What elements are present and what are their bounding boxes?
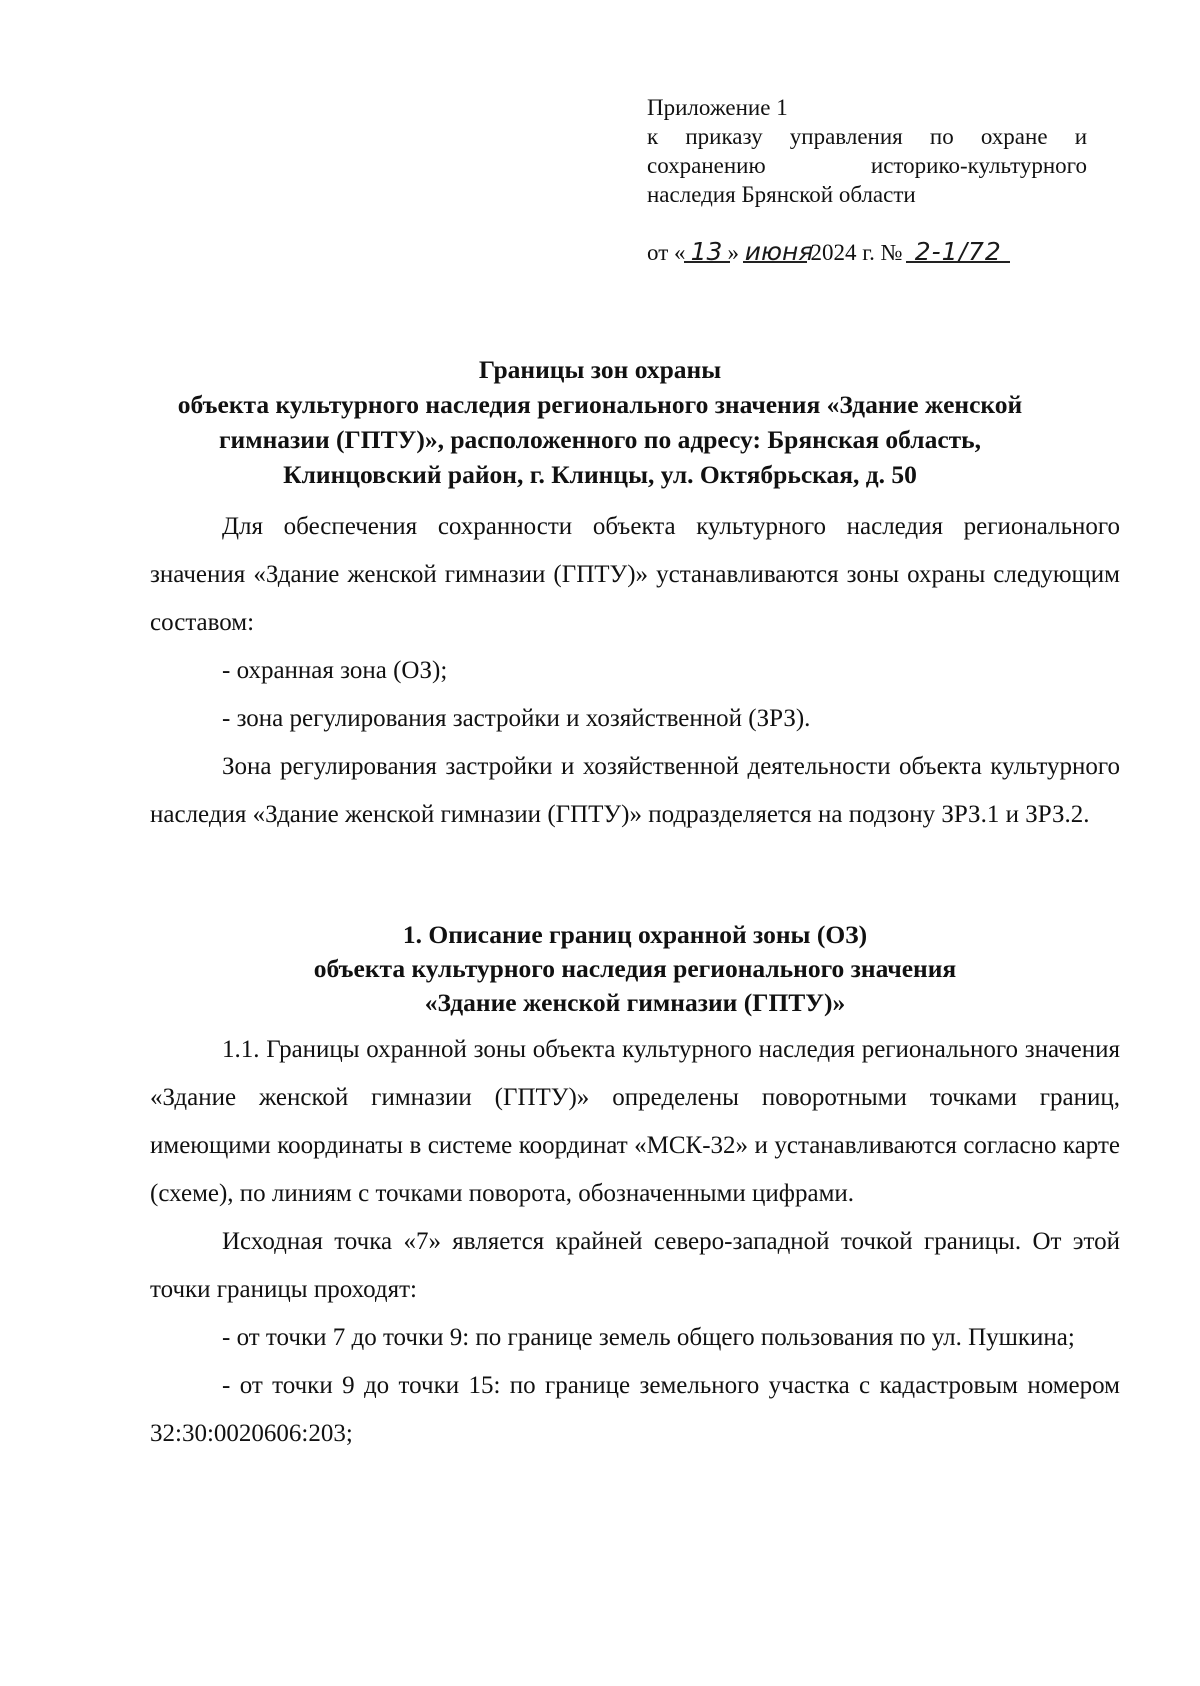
section-1-paragraph-1: 1.1. Границы охранной зоны объекта культурного наследия регионального значения «Здание женской гимназии (ГПТУ)» определены поворотными точками границ, имеющими координаты в системе координат «МСК-32» и устанавливаются согласно карте (схеме), по линиям с точками поворота, обозначенными цифрами. xyxy=(150,1036,1120,1207)
appendix-block xyxy=(647,93,1087,209)
appendix-line-4: наследия Брянской области xyxy=(647,182,916,207)
zone-list-item-1: - охранная зона (ОЗ); xyxy=(222,657,448,684)
intro-paragraph-1: Для обеспечения сохранности объекта культурного наследия регионального значения «Здание женской гимназии (ГПТУ)» устанавливаются зоны охраны следующим составом: xyxy=(150,513,1120,636)
order-prefix: от « xyxy=(647,240,686,265)
intro-section xyxy=(150,503,1120,839)
handwritten-month: июня xyxy=(744,237,814,266)
title-line-4: Клинцовский район, г. Клинцы, ул. Октябрьская, д. 50 xyxy=(283,460,917,489)
handwritten-order-number: 2-1/72 xyxy=(908,240,1008,264)
document-title xyxy=(120,352,1080,492)
appendix-line-3: сохранению историко-культурного xyxy=(647,153,1087,178)
section-1-heading-line-1: 1. Описание границ охранной зоны (ОЗ) xyxy=(402,920,868,949)
order-year: 2024 г. № xyxy=(810,240,903,265)
section-1-heading-line-2: объекта культурного наследия регионального значения xyxy=(313,954,957,983)
boundary-item-2: - от точки 9 до точки 15: по границе земельного участка с кадастровым номером 32:30:0020606:203; xyxy=(150,1372,1120,1447)
section-1-paragraph-2: Исходная точка «7» является крайней северо-западной точкой границы. От этой точки границы проходят: xyxy=(150,1228,1120,1303)
appendix-line-2: к приказу управления по охране и xyxy=(647,124,1087,149)
title-line-3: гимназии (ГПТУ)», расположенного по адресу: Брянская область, xyxy=(218,425,982,454)
title-line-2: объекта культурного наследия регионального значения «Здание женской xyxy=(177,390,1023,419)
section-1 xyxy=(150,918,1120,1458)
handwritten-day: 13 xyxy=(686,240,728,264)
section-1-heading-line-3: «Здание женской гимназии (ГПТУ)» xyxy=(424,988,846,1017)
title-line-1: Границы зон охраны xyxy=(478,355,722,384)
appendix-number: Приложение 1 xyxy=(647,95,788,120)
order-quote-close: » xyxy=(727,240,739,265)
order-date-line xyxy=(647,238,1087,268)
boundary-item-1: - от точки 7 до точки 9: по границе земель общего пользования по ул. Пушкина; xyxy=(222,1324,1075,1351)
intro-paragraph-2: Зона регулирования застройки и хозяйственной деятельности объекта культурного наследия «Здание женской гимназии (ГПТУ)» подразделяется на подзону ЗРЗ.1 и ЗРЗ.2. xyxy=(150,753,1120,828)
zone-list-item-2: - зона регулирования застройки и хозяйственной (ЗРЗ). xyxy=(222,705,811,732)
